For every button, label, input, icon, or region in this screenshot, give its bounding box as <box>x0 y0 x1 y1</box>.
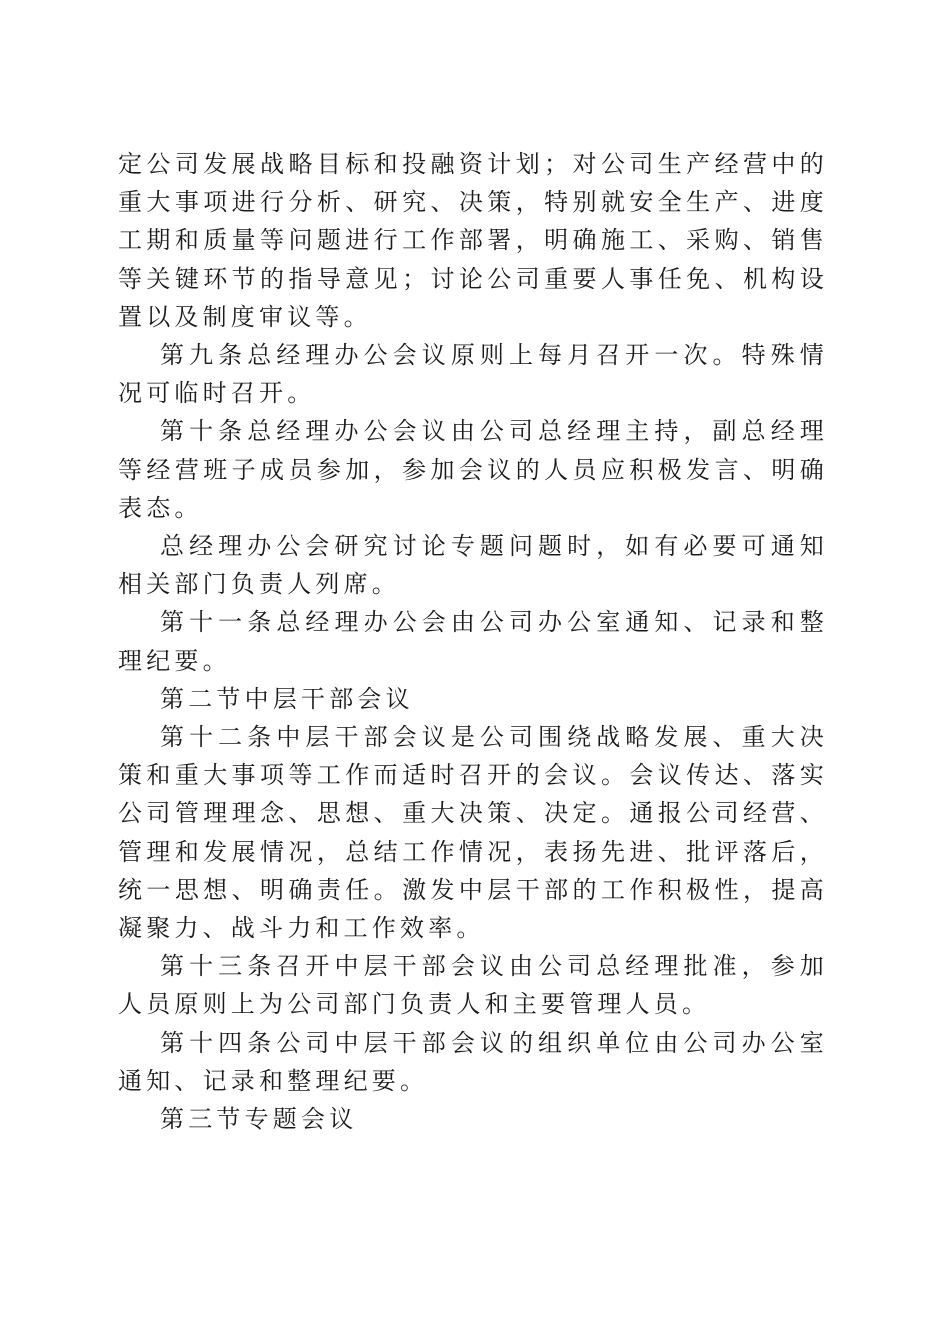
paragraph-article-14: 第十四条公司中层干部会议的组织单位由公司办公室通知、记录和整理纪要。 <box>118 1028 828 1095</box>
paragraph-article-10: 第十条总经理办公会议由公司总经理主持，副总经理等经营班子成员参加，参加会议的人员应积极发言、明确表态。 <box>118 417 828 522</box>
paragraph-article-11: 第十一条总经理办公会由公司办公室通知、记录和整理纪要。 <box>118 608 828 675</box>
paragraph-article-9: 第九条总经理办公会议原则上每月召开一次。特殊情况可临时召开。 <box>118 341 828 408</box>
paragraph-article-13: 第十三条召开中层干部会议由公司总经理批准，参加人员原则上为公司部门负责人和主要管理人员。 <box>118 952 828 1019</box>
paragraph-article-10-note: 总经理办公会研究讨论专题问题时，如有必要可通知相关部门负责人列席。 <box>118 532 828 599</box>
document-body <box>118 145 828 1138</box>
paragraph-article-12: 第十二条中层干部会议是公司围绕战略发展、重大决策和重大事项等工作而适时召开的会议。会议传达、落实公司管理理念、思想、重大决策、决定。通报公司经营、管理和发展情况，总结工作情况，表扬先进、批评落后，统一思想、明确责任。激发中层干部的工作积极性，提高凝聚力、战斗力和工作效率。 <box>118 723 828 943</box>
section-heading-2: 第二节中层干部会议 <box>160 684 414 713</box>
section-heading-3: 第三节专题会议 <box>160 1105 358 1134</box>
paragraph-continuation: 定公司发展战略目标和投融资计划；对公司生产经营中的重大事项进行分析、研究、决策，特别就安全生产、进度工期和质量等问题进行工作部署，明确施工、采购、销售等关键环节的指导意见；讨论公司重要人事任免、机构设置以及制度审议等。 <box>118 150 828 331</box>
